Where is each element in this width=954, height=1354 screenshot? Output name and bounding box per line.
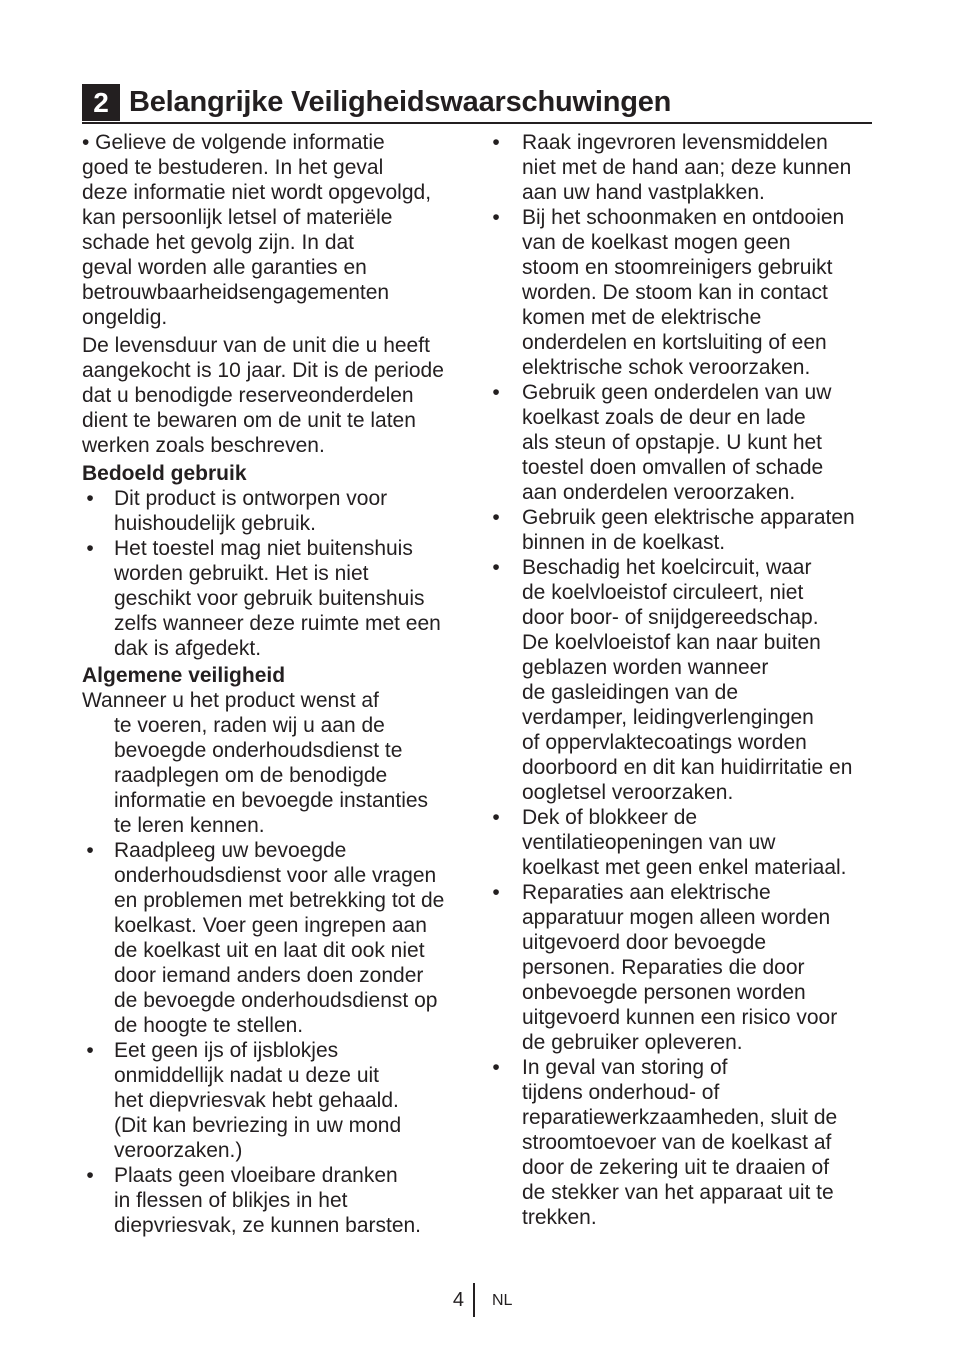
lifespan-paragraph [82, 333, 467, 458]
general-safety-intro [82, 688, 467, 838]
bullet-icon: • [492, 806, 500, 829]
text-line: door de zekering uit te draaien of [522, 1156, 830, 1179]
text-line: en problemen met betrekking tot de [114, 889, 445, 912]
list-item [490, 505, 874, 555]
intro-paragraph [82, 130, 467, 330]
text-line: elektrische schok veroorzaken. [522, 356, 811, 379]
text-line: koelkast. Voer geen ingrepen aan [114, 914, 427, 937]
text-line: verdamper, leidingverlengingen [522, 706, 814, 729]
bullet-icon: • [492, 506, 500, 529]
list-item [490, 1055, 874, 1230]
text-line: kan persoonlijk letsel of materiële [82, 206, 393, 229]
text-line: dat u benodigde reserveonderdelen [82, 384, 414, 407]
text-line: zelfs wanneer deze ruimte met een [114, 612, 441, 635]
list-item [490, 805, 874, 880]
text-line: dak is afgedekt. [114, 637, 262, 660]
page-title: Belangrijke Veiligheidswaarschuwingen [129, 86, 672, 118]
text-line: Dit product is ontworpen voor [114, 487, 388, 510]
left-column [82, 130, 467, 1238]
text-line: huishoudelijk gebruik. [114, 512, 316, 535]
bullet-icon: • [492, 556, 500, 579]
text-line: De levensduur van de unit die u heeft [82, 334, 430, 357]
text-line: onderdelen en kortsluiting of een [522, 331, 827, 354]
text-line: apparatuur mogen alleen worden [522, 906, 831, 929]
chapter-number-badge: 2 [82, 84, 120, 121]
general-safety-list [82, 838, 467, 1238]
text-line: onbevoegde personen worden [522, 981, 806, 1004]
bullet-icon: • [492, 881, 500, 904]
text-line: • Gelieve de volgende informatie [82, 131, 385, 154]
text-line: trekken. [522, 1206, 597, 1229]
text-line: raadplegen om de benodigde [114, 764, 388, 787]
list-item [490, 880, 874, 1055]
text-line: betrouwbaarheidsengagementen [82, 281, 390, 304]
footer-divider [473, 1283, 475, 1317]
text-line: Beschadig het koelcircuit, waar [522, 556, 812, 579]
bullet-icon: • [86, 1164, 94, 1187]
text-line: geschikt voor gebruik buitenshuis [114, 587, 425, 610]
text-line: doorboord en dit kan huidirritatie en [522, 756, 853, 779]
section-header [82, 82, 872, 124]
text-line: Dek of blokkeer de [522, 806, 698, 829]
text-line: Het toestel mag niet buitenshuis [114, 537, 413, 560]
text-line: Gebruik geen elektrische apparaten [522, 506, 855, 529]
text-line: oogletsel veroorzaken. [522, 781, 734, 804]
text-line: Raak ingevroren levensmiddelen [522, 131, 828, 154]
text-line: als steun of opstapje. U kunt het [522, 431, 823, 454]
language-code: NL [492, 1292, 513, 1309]
list-item [490, 555, 874, 805]
list-item [82, 1038, 467, 1163]
text-line: (Dit kan bevriezing in uw mond [114, 1114, 402, 1137]
text-line: deze informatie niet wordt opgevolgd, [82, 181, 432, 204]
text-line: geval worden alle garanties en [82, 256, 367, 279]
list-item [490, 380, 874, 505]
page-number: 4 [452, 1289, 464, 1311]
list-item [82, 838, 467, 1038]
bullet-icon: • [492, 206, 500, 229]
text-line: stroomtoevoer van de koelkast af [522, 1131, 832, 1154]
text-line: In geval van storing of [522, 1056, 728, 1079]
text-line: worden. De stoom kan in contact [522, 281, 828, 304]
text-line: van de koelkast mogen geen [522, 231, 791, 254]
text-line: de koelvloeistof circuleert, niet [522, 581, 804, 604]
bullet-icon: • [86, 1039, 94, 1062]
text-line: onmiddellijk nadat u deze uit [114, 1064, 380, 1087]
list-item [82, 1163, 467, 1238]
text-line: te leren kennen. [114, 814, 265, 837]
bullet-icon: • [492, 1056, 500, 1079]
text-line: uitgevoerd door bevoegde [522, 931, 767, 954]
bullet-icon: • [86, 487, 94, 510]
text-line: worden gebruikt. Het is niet [114, 562, 369, 585]
text-line: Gebruik geen onderdelen van uw [522, 381, 832, 404]
bullet-icon: • [86, 839, 94, 862]
text-line: de gasleidingen van de [522, 681, 739, 704]
text-line: ongeldig. [82, 306, 168, 329]
list-item [82, 486, 467, 536]
text-line: goed te bestuderen. In het geval [82, 156, 384, 179]
text-line: de hoogte te stellen. [114, 1014, 304, 1037]
text-line: schade het gevolg zijn. In dat [82, 231, 355, 254]
list-item [490, 205, 874, 380]
text-line: werken zoals beschreven. [82, 434, 325, 457]
text-line: het diepvriesvak hebt gehaald. [114, 1089, 399, 1112]
text-line: aan onderdelen veroorzaken. [522, 481, 796, 504]
text-line: te voeren, raden wij u aan de [114, 714, 385, 737]
text-line: veroorzaken.) [114, 1139, 243, 1162]
text-line: de gebruiker opleveren. [522, 1031, 743, 1054]
text-line: De koelvloeistof kan naar buiten [522, 631, 821, 654]
text-line: door boor- of snijdgereedschap. [522, 606, 819, 629]
text-line: Plaats geen vloeibare dranken [114, 1164, 398, 1187]
text-line: de bevoegde onderhoudsdienst op [114, 989, 438, 1012]
text-line: koelkast met geen enkel materiaal. [522, 856, 847, 879]
text-line: diepvriesvak, ze kunnen barsten. [114, 1214, 422, 1237]
list-item [490, 130, 874, 205]
bullet-icon: • [86, 537, 94, 560]
text-line: door iemand anders doen zonder [114, 964, 424, 987]
intended-use-heading: Bedoeld gebruik [82, 462, 247, 485]
text-line: Eet geen ijs of ijsblokjes [114, 1039, 339, 1062]
text-line: in flessen of blikjes in het [114, 1189, 348, 1212]
text-line: Raadpleeg uw bevoegde [114, 839, 347, 862]
text-line: onderhoudsdienst voor alle vragen [114, 864, 437, 887]
text-line: geblazen worden wanneer [522, 656, 769, 679]
text-line: stoom en stoomreinigers gebruikt [522, 256, 833, 279]
text-line: informatie en bevoegde instanties [114, 789, 429, 812]
text-line: koelkast zoals de deur en lade [522, 406, 806, 429]
text-line: dient te bewaren om de unit te laten [82, 409, 416, 432]
text-line: aan uw hand vastplakken. [522, 181, 765, 204]
text-line: tijdens onderhoud- of [522, 1081, 720, 1104]
text-line: uitgevoerd kunnen een risico voor [522, 1006, 838, 1029]
text-line: ventilatieopeningen van uw [522, 831, 776, 854]
text-line: Bij het schoonmaken en ontdooien [522, 206, 845, 229]
bullet-icon: • [492, 381, 500, 404]
safety-list-continued [490, 130, 874, 1230]
text-line: de koelkast uit en laat dit ook niet [114, 939, 425, 962]
text-line: de stekker van het apparaat uit te [522, 1181, 834, 1204]
general-safety-heading: Algemene veiligheid [82, 664, 286, 687]
right-column [490, 130, 874, 1230]
text-line: Reparaties aan elektrische [522, 881, 771, 904]
intended-use-list [82, 486, 467, 661]
text-line: personen. Reparaties die door [522, 956, 805, 979]
text-line: reparatiewerkzaamheden, sluit de [522, 1106, 838, 1129]
text-line: binnen in de koelkast. [522, 531, 726, 554]
text-line: of oppervlaktecoatings worden [522, 731, 807, 754]
text-line: komen met de elektrische [522, 306, 762, 329]
text-line: bevoegde onderhoudsdienst te [114, 739, 403, 762]
text-line: aangekocht is 10 jaar. Dit is de periode [82, 359, 444, 382]
text-line: niet met de hand aan; deze kunnen [522, 156, 852, 179]
page-footer [0, 1283, 954, 1317]
bullet-icon: • [492, 131, 500, 154]
list-item [82, 536, 467, 661]
text-line: toestel doen omvallen of schade [522, 456, 824, 479]
text-line: Wanneer u het product wenst af [82, 689, 379, 712]
